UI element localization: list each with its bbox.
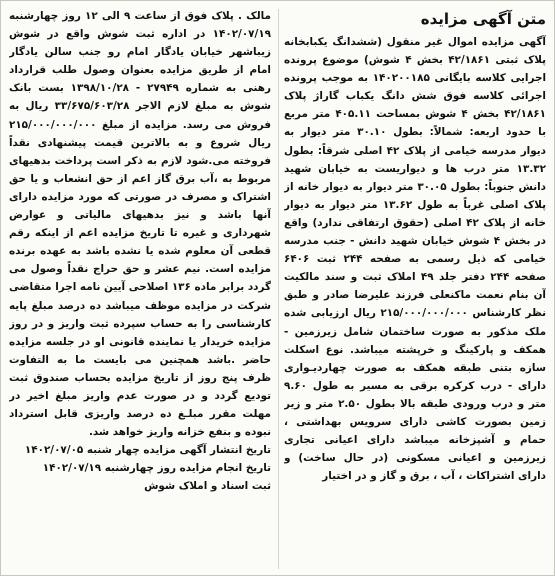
column-divider	[278, 9, 279, 569]
publish-date: تاریخ انتشار آگهی مزایده چهار شنبه ۱۴۰۲/۰۷/۰۵	[24, 444, 271, 457]
notice-title: متن آگهی مزایده	[420, 10, 546, 28]
auction-date: تاریخ انجام مزایده روز چهارشنبه ۱۴۰۲/۰۷/۱۹	[42, 462, 271, 475]
notice-body-right: آگهی مزایده اموال غیر منقول (ششدانگ یکبابخانه پلاک ثبتی ۴۲/۱۸۶۱ بخش ۴ شوش) موضوع پرونده اجرایی کلاسه بایگانی ۱۴۰۲۰۰۱۸۵ به موجب پرونده اجرائی کلاسه فوق شش دانگ یکباب گاراژ پلاک ۴۲/۱۸۶۱ بخش ۴ شوش بمساحت ۴۰۵.۱۱ متر مربع با حدود اربعه: شمالاً: بطول ۳۰.۱۰ متر دیوار به دیوار مدرسه خیامی از پلاک ۴۲ اصلی شرقاً: بطول ۱۳.۳۲ متر درب ها و دیواریست به خیابان شهید دانش جنوباً: بطول ۳۰.۰۵ متر دیوار به دیوار خانه از پلاک اصلی غرباً به طول ۱۳.۶۲ متر دیوار به دیوار خانه از پلاک ۴۲ اصلی (حقوق ارتفاقی ندارد) واقع در بخش ۴ شوش خیابان شهید دانش - جنب مدرسه خیامی که ذیل رسمی به صفحه ۲۴۴ ثبت ۶۴۰۶ صفحه ۲۴۴ دفتر جلد ۴۹ املاک ثبت و سند مالکیت آن بنام نعمت ماکنعلی فرزند علیرضا صادر و طبق نظر کارشناس ۲۱۵/۰۰۰/۰۰۰/۰۰۰ ریال ارزیابی شده ملک مذکور به صورت ساختمان شامل زیرزمین - همکف و پارکینگ و خرپشته میباشد. نوع اسکلت سازه بتنی طبقه همکف به صورت چهاردیـواری دارای - درب کرکره برقی به مسیر به طول ۹.۶۰ متر و درب ورودی طبقه بالا بطول ۲.۵۰ متر و زیر زمین بصورت کاشی دارای سرویس بهداشتی ، حمام و آشپزخانه میباشد دارای اعیانی تجاری زیرزمین و اعیانی مسکونی (در حال ساخت) و دارای اشتراکات ، آب ، برق و گاز و در اختیار	[284, 36, 546, 483]
signature: ثبت اسناد و املاک شوش	[144, 480, 271, 493]
notice-body-left: مالک . پلاک فوق از ساعت ۹ الی ۱۲ روز چهارشنبه ۱۴۰۲/۰۷/۱۹ در اداره ثبت شوش واقع در شوش زیباشهر خیابان یادگار امام رو جنب سالن یادگار امام از طریق مزایده بعنوان وصول طلب قرارداد رهنی به شماره ۲۷۹۴۹ - ۱۳۹۸/۱۰/۲۸ بست بانک شوش به مبلغ لازم الاجر ۳۳/۶۷۵/۶۰۳/۲۸ ریال به فروش می رسد. مزایده از مبلغ ۲۱۵/۰۰۰/۰۰۰/۰۰۰ ریال شروع و به بالاترین قیمت پیشنهادی نقداً فروخته می.شود لازم به ذکر است پرداخت بدهیهای مربوط به ،آب برق گاز اعم از حق انشعاب و یا حق اشتراک و مصرف در صورتی که مورد مزایده دارای آنها باشد و نیز بدهیهای مالیاتی و عوارض شهرداری و غیره تا تاریخ مزایده اعم از اینکه رقم قطعی آن معلوم شده یا نشده باشد به عهده برنده مزایده است. نیم عشر و حق حراج نقداً وصول می گردد برابر ماده ۱۳۶ اصلاحی آیین نامه اجرا متقاضی شرکت در مزایده موظف میباشد ده درصد مبلغ پایه کارشناسی را به حساب سپرده ثبت واریز و در روز مزایده خریدار یا نماینده قانونی او در جلسه مزایده حاضر .باشد همچنین می بایست ما به التفاوت ظرف پنج روز از تاریخ مزایده بحساب صندوق ثبت تودیع گردد و در صورت عدم واریز مبلغ اخیر در مهلت مقرر مبلـغ ده درصد واریزی قابل استرداد نبوده و بنفع خزانه واریز خواهد شد.	[9, 10, 271, 439]
notice-left-column	[9, 7, 271, 569]
notice-right-column	[284, 7, 546, 569]
